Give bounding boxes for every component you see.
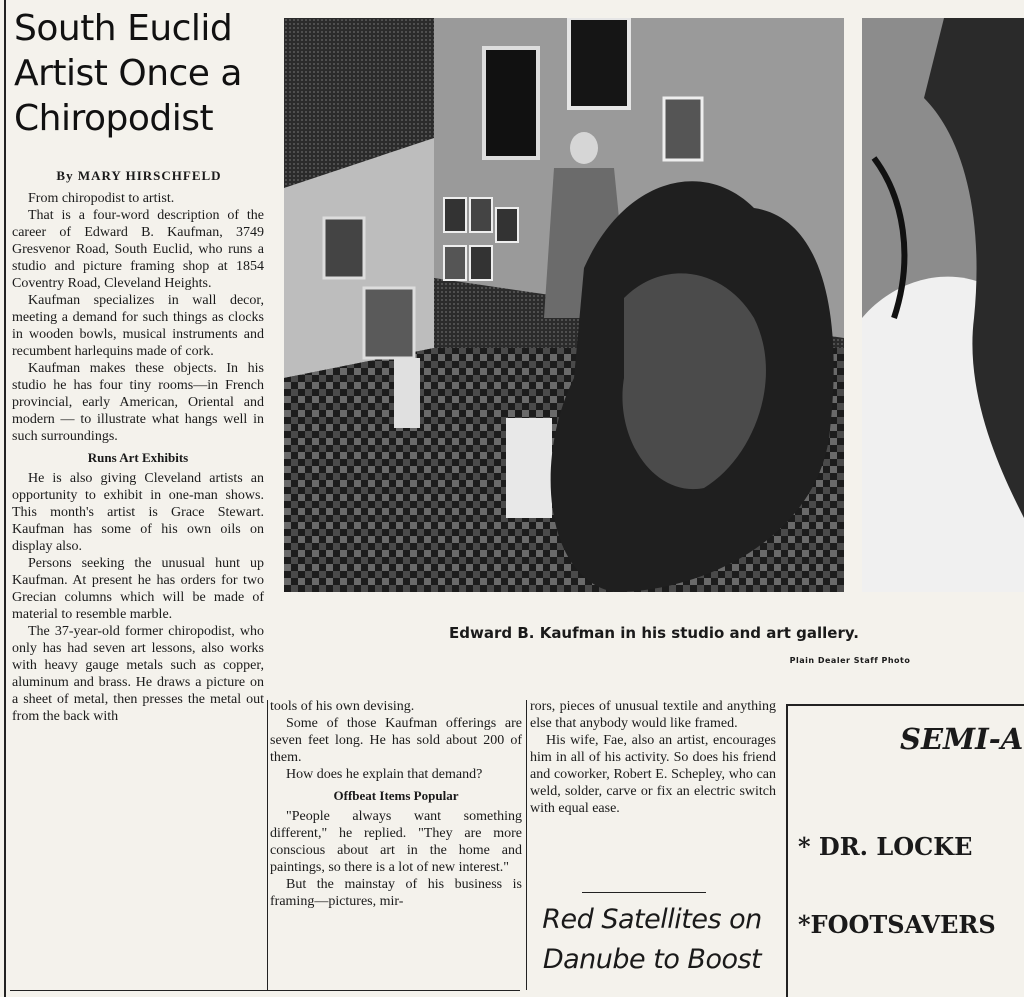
left-margin-rule <box>4 0 6 997</box>
story-separator <box>582 892 706 893</box>
paragraph: From chiropodist to artist. <box>28 191 175 206</box>
subhead: Runs Art Exhibits <box>87 450 189 465</box>
column-rule <box>526 700 527 990</box>
article-column-1 <box>12 190 264 725</box>
ad-line-2: *FOOTSAVERS <box>798 910 996 939</box>
subhead: Offbeat Items Popular <box>333 788 459 803</box>
paragraph: Kaufman makes these objects. In his studio he has four tiny rooms—in French provincial, early American, Oriental and modern — to illustrate what hangs well in such surroundings. <box>12 361 264 444</box>
article-headline: South Euclid Artist Once a Chiropodist <box>14 8 242 139</box>
paragraph: rors, pieces of unusual textile and anything else that anybody would like framed. <box>530 699 776 731</box>
paragraph: The 37-year-old former chiropodist, who only has had seven art lessons, also works with heavy gauge metals such as copper, aluminum and brass. He draws a picture on a sheet of metal, then presses the metal out from the back with <box>12 624 264 724</box>
ad-line-1: * DR. LOCKE <box>798 832 973 861</box>
paragraph: He is also giving Cleveland artists an opportunity to exhibit in one-man shows. This month's artist is Grace Stewart. Kaufman has some of his own oils on display also. <box>12 471 264 554</box>
studio-photo-graphic <box>284 18 1024 592</box>
paragraph: How does he explain that demand? <box>286 767 483 782</box>
next-story-headline: Red Satellites on Danube to Boost <box>542 904 762 975</box>
paragraph: That is a four-word description of the career of Edward B. Kaufman, 3749 Gresvenor Road, South Euclid, who runs a studio and picture framing shop at 1854 Coventry Road, Cleveland Heights. <box>12 208 264 291</box>
ad-title: SEMI-A <box>900 722 1024 756</box>
photo-credit: Plain Dealer Staff Photo <box>789 656 911 665</box>
paragraph: But the mainstay of his business is framing—pictures, mir- <box>270 877 522 909</box>
studio-photo <box>284 18 1024 592</box>
article-column-2 <box>270 698 522 910</box>
paragraph: tools of his own devising. <box>270 699 415 714</box>
paragraph: "People always want something different," he replied. "They are more conscious about art in the home and paintings, so there is a lot of new interest." <box>270 809 522 875</box>
column-rule <box>786 704 788 997</box>
bottom-rule <box>10 990 520 991</box>
article-column-3 <box>530 698 776 817</box>
article-byline: By MARY HIRSCHFELD <box>56 168 222 183</box>
column-rule <box>267 700 268 990</box>
ad-top-rule <box>786 704 1024 706</box>
photo-caption: Edward B. Kaufman in his studio and art gallery. <box>449 624 859 642</box>
paragraph: His wife, Fae, also an artist, encourages him in all of his activity. So does his friend and coworker, Robert E. Schepley, who can weld, solder, carve or fix an electric switch with equal ease. <box>530 733 776 816</box>
paragraph: Kaufman specializes in wall decor, meeting a demand for such things as clocks in wooden bowls, musical instruments and recumbent harlequins made of cork. <box>12 293 264 359</box>
paragraph: Some of those Kaufman offerings are seven feet long. He has sold about 200 of them. <box>270 716 522 765</box>
paragraph: Persons seeking the unusual hunt up Kaufman. At present he has orders for two Grecian columns which will be made of material to resemble marble. <box>12 556 264 622</box>
